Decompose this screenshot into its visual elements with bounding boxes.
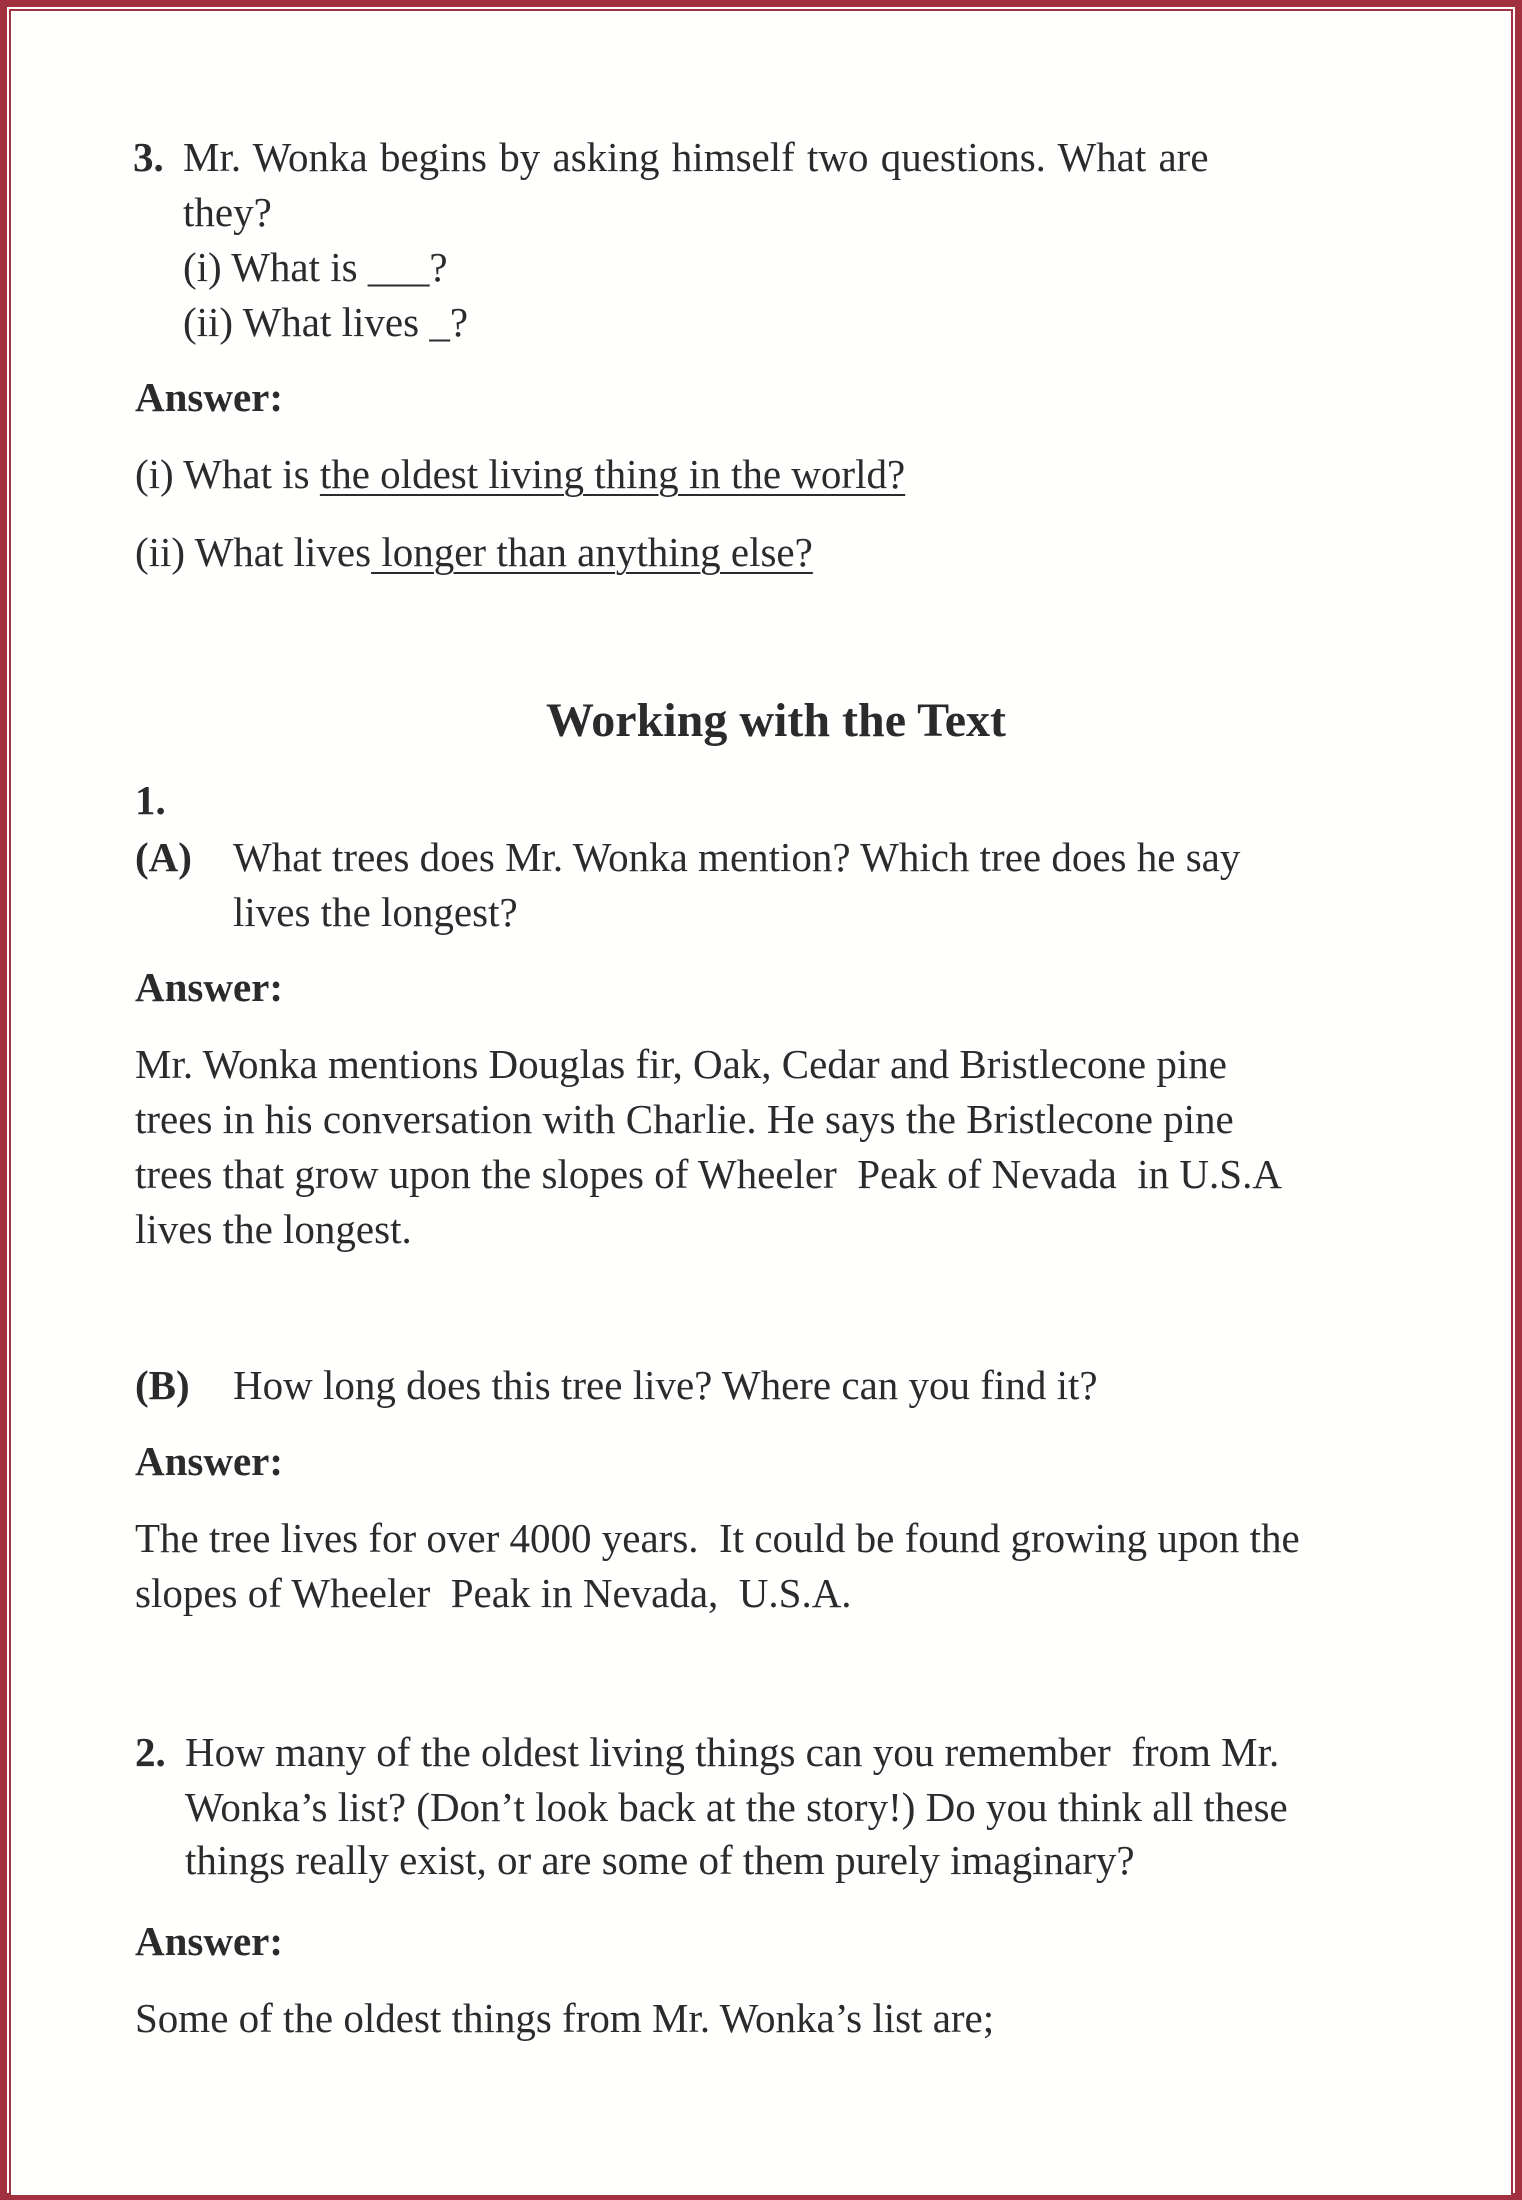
part-b-label: (B): [135, 1362, 190, 1408]
section-heading: Working with the Text: [545, 694, 1007, 747]
answer-line: trees in his conversation with Charlie. He says the Bristlecone pine: [135, 1096, 1234, 1142]
question-number: 3.: [133, 134, 164, 180]
answer-underlined: the oldest living thing in the world?: [319, 451, 906, 497]
answer-underlined: longer than anything else?: [371, 529, 813, 575]
question-subitem-i: (i) What is ___?: [183, 244, 448, 290]
question-subitem-ii: (ii) What lives _?: [183, 299, 469, 345]
question-text-line: Wonka’s list? (Don’t look back at the story!) Do you think all these: [185, 1784, 1288, 1830]
answer-line: lives the longest.: [135, 1206, 412, 1252]
answer-prefix: (i) What is: [135, 451, 320, 497]
answer-label: Answer:: [135, 1438, 284, 1484]
answer-prefix: (ii) What lives: [135, 529, 372, 575]
answer-label: Answer:: [135, 374, 284, 420]
answer-line-ii: [135, 529, 813, 575]
answer-line: Mr. Wonka mentions Douglas fir, Oak, Cedar and Bristlecone pine: [135, 1041, 1227, 1087]
answer-label: Answer:: [135, 964, 284, 1010]
answer-line: trees that grow upon the slopes of Wheeler Peak of Nevada in U.S.A: [135, 1151, 1282, 1197]
question-text-line: How many of the oldest living things can you remember from Mr.: [185, 1729, 1280, 1775]
answer-line-i: [135, 451, 906, 497]
question-number: 2.: [135, 1729, 166, 1775]
answer-label: Answer:: [135, 1918, 284, 1964]
answer-line: Some of the oldest things from Mr. Wonka’s list are;: [135, 1995, 995, 2041]
question-text-line: Mr. Wonka begins by asking himself two questions. What are: [183, 134, 1209, 180]
question-text-line: What trees does Mr. Wonka mention? Which tree does he say: [233, 834, 1241, 880]
answer-line: The tree lives for over 4000 years. It could be found growing upon the: [135, 1515, 1300, 1561]
question-text-line: things really exist, or are some of them purely imaginary?: [185, 1837, 1135, 1883]
question-text-line: How long does this tree live? Where can you find it?: [233, 1362, 1098, 1408]
answer-line: slopes of Wheeler Peak in Nevada, U.S.A.: [135, 1570, 852, 1616]
question-text-line: lives the longest?: [233, 889, 518, 935]
question-number: 1.: [135, 777, 166, 823]
part-a-label: (A): [135, 834, 192, 880]
question-text-line: they?: [183, 189, 272, 235]
